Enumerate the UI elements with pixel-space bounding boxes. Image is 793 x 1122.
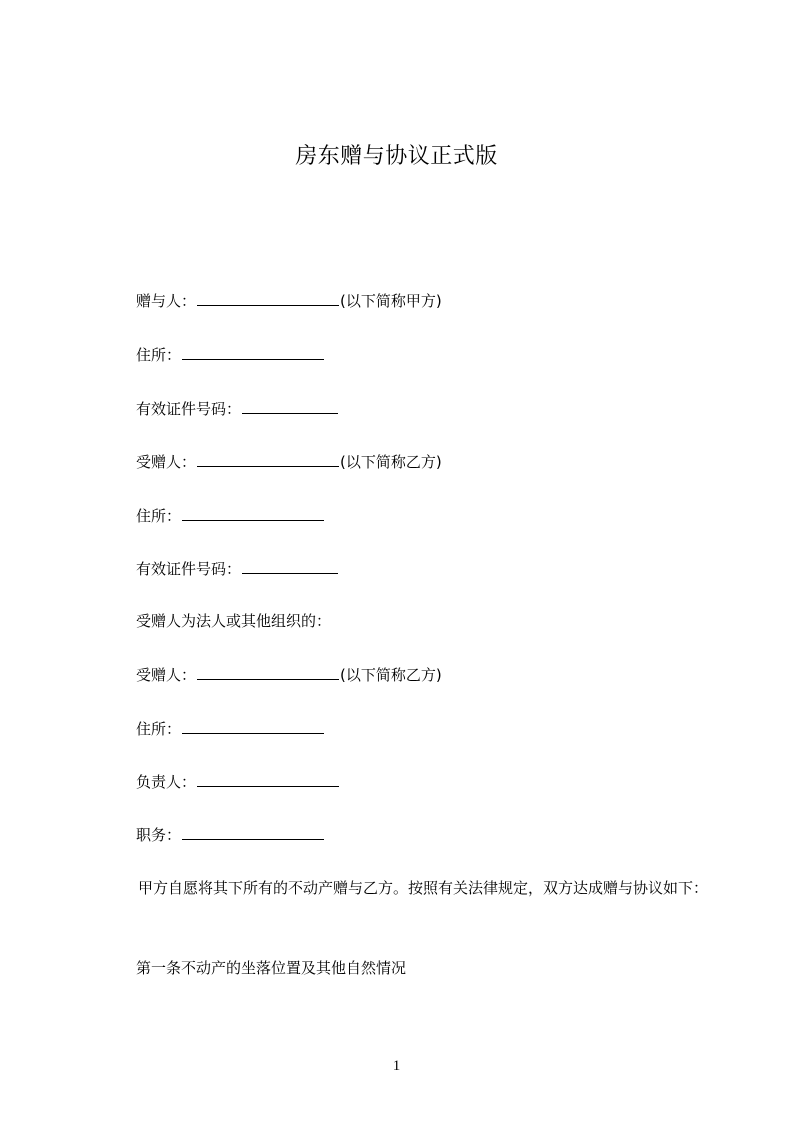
org-address-blank — [182, 718, 324, 734]
donor-address-line — [136, 344, 325, 365]
org-position-blank — [182, 824, 324, 840]
org-recipient-name-blank — [197, 664, 339, 680]
org-heading: 受赠人为法人或其他组织的： — [136, 612, 332, 630]
org-position-label: 职务： — [136, 826, 182, 844]
org-recipient-label: 受赠人： — [136, 666, 197, 684]
recipient-address-blank — [182, 505, 324, 521]
org-recipient-line — [136, 664, 442, 685]
org-leader-line — [136, 771, 340, 792]
recipient-label: 受赠人： — [136, 453, 197, 471]
article-1-heading: 第一条不动产的坐落位置及其他自然情况 — [136, 959, 407, 977]
recipient-line — [136, 451, 442, 472]
donor-address-label: 住所： — [136, 346, 182, 364]
org-address-label: 住所： — [136, 720, 182, 738]
donor-line — [136, 290, 442, 311]
donor-id-blank — [242, 398, 338, 414]
donor-name-blank — [197, 290, 339, 306]
recipient-suffix: (以下简称乙方) — [340, 453, 442, 471]
org-recipient-suffix: (以下简称乙方) — [340, 666, 442, 684]
recipient-address-line — [136, 505, 325, 526]
donor-suffix: (以下简称甲方) — [340, 292, 442, 310]
recipient-name-blank — [197, 451, 339, 467]
org-address-line — [136, 718, 325, 739]
intro-paragraph-text: 甲方自愿将其下所有的不动产赠与乙方。按照有关法律规定，双方达成赠与协议如下： — [138, 879, 709, 897]
document-title: 房东赠与协议正式版 — [295, 144, 498, 169]
donor-id-label: 有效证件号码： — [136, 400, 242, 418]
recipient-id-line — [136, 558, 339, 579]
recipient-address-label: 住所： — [136, 507, 182, 525]
donor-label: 赠与人： — [136, 292, 197, 310]
recipient-id-blank — [242, 558, 338, 574]
org-position-line — [136, 824, 325, 845]
recipient-id-label: 有效证件号码： — [136, 560, 242, 578]
org-leader-label: 负责人： — [136, 773, 197, 791]
page-number: 1 — [392, 1058, 401, 1074]
org-leader-blank — [197, 771, 339, 787]
intro-paragraph — [104, 875, 724, 901]
donor-address-blank — [182, 344, 324, 360]
donor-id-line — [136, 398, 339, 419]
